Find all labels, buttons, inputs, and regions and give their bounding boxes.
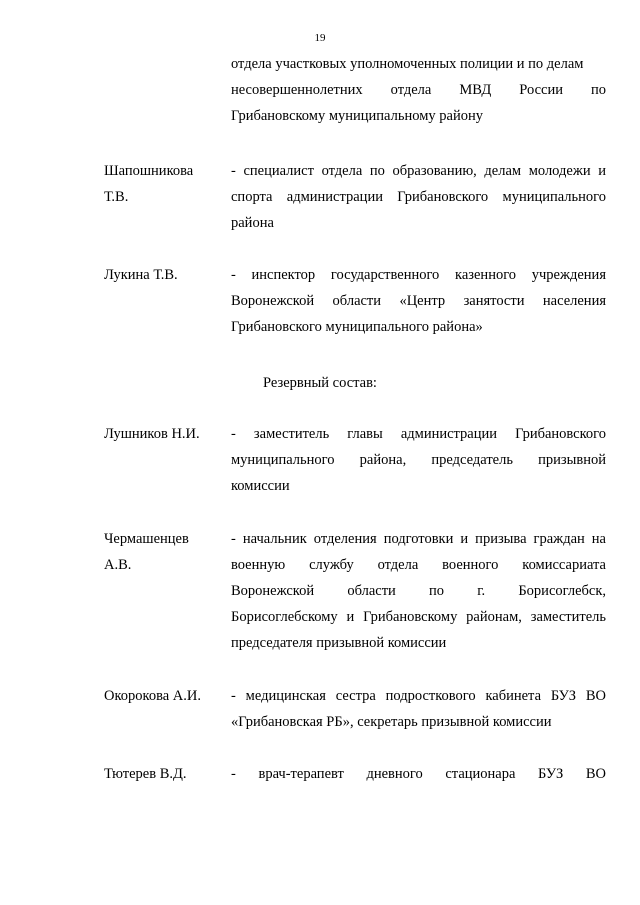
- desc-line: - специалист отдела по образованию, делам молодежи и: [231, 163, 606, 179]
- reserve-description: [231, 526, 606, 656]
- name-line: Шапошникова: [104, 163, 194, 179]
- desc-line: района: [231, 215, 274, 231]
- desc-line: - инспектор государственного казенного учреждения: [231, 267, 606, 283]
- member-name: [104, 158, 193, 210]
- member-description: [231, 262, 606, 340]
- desc-line: отдела участковых уполномоченных полиции и по делам: [231, 56, 584, 72]
- name-line: Лукина Т.В.: [104, 267, 178, 283]
- desc-line: Борисоглебскому и Грибановскому районам, заместитель: [231, 609, 606, 625]
- desc-line: - врач-терапевт дневного стационара БУЗ ВО: [231, 766, 606, 782]
- desc-line: - медицинская сестра подросткового кабинета БУЗ ВО: [231, 688, 606, 704]
- desc-line: Воронежской области «Центр занятости населения: [231, 293, 606, 309]
- desc-line: спорта администрации Грибановского муниципального: [231, 189, 606, 205]
- desc-line: Воронежской области по г. Борисоглебск,: [231, 583, 606, 599]
- desc-line: председателя призывной комиссии: [231, 635, 447, 651]
- reserve-description: [231, 421, 606, 499]
- desc-line: несовершеннолетних отдела МВД России по: [231, 82, 606, 98]
- desc-line: комиссии: [231, 478, 290, 494]
- page-number: 19: [314, 32, 326, 44]
- name-line: А.В.: [104, 557, 132, 573]
- reserve-heading: Резервный состав:: [263, 375, 377, 391]
- name-line: Лушников Н.И.: [104, 426, 200, 442]
- reserve-name: [104, 761, 187, 787]
- reserve-name: [104, 526, 189, 578]
- name-line: Тютерев В.Д.: [104, 766, 187, 782]
- reserve-name: [104, 683, 201, 709]
- reserve-name: [104, 421, 200, 447]
- name-line: Чермашенцев: [104, 531, 189, 547]
- desc-line: «Грибановская РБ», секретарь призывной комиссии: [231, 714, 552, 730]
- continued-description: [231, 51, 606, 129]
- name-line: Окорокова А.И.: [104, 688, 201, 704]
- desc-line: Грибановскому муниципальному району: [231, 108, 483, 124]
- desc-line: - начальник отделения подготовки и призыва граждан на: [231, 531, 606, 547]
- desc-line: муниципального района, председатель призывной: [231, 452, 606, 468]
- reserve-description: [231, 761, 606, 787]
- desc-line: - заместитель главы администрации Грибановского: [231, 426, 606, 442]
- member-name: [104, 262, 178, 288]
- member-description: [231, 158, 606, 236]
- desc-line: Грибановского муниципального района»: [231, 319, 483, 335]
- name-line: Т.В.: [104, 189, 129, 205]
- desc-line: военную службу отдела военного комиссариата: [231, 557, 606, 573]
- reserve-description: [231, 683, 606, 735]
